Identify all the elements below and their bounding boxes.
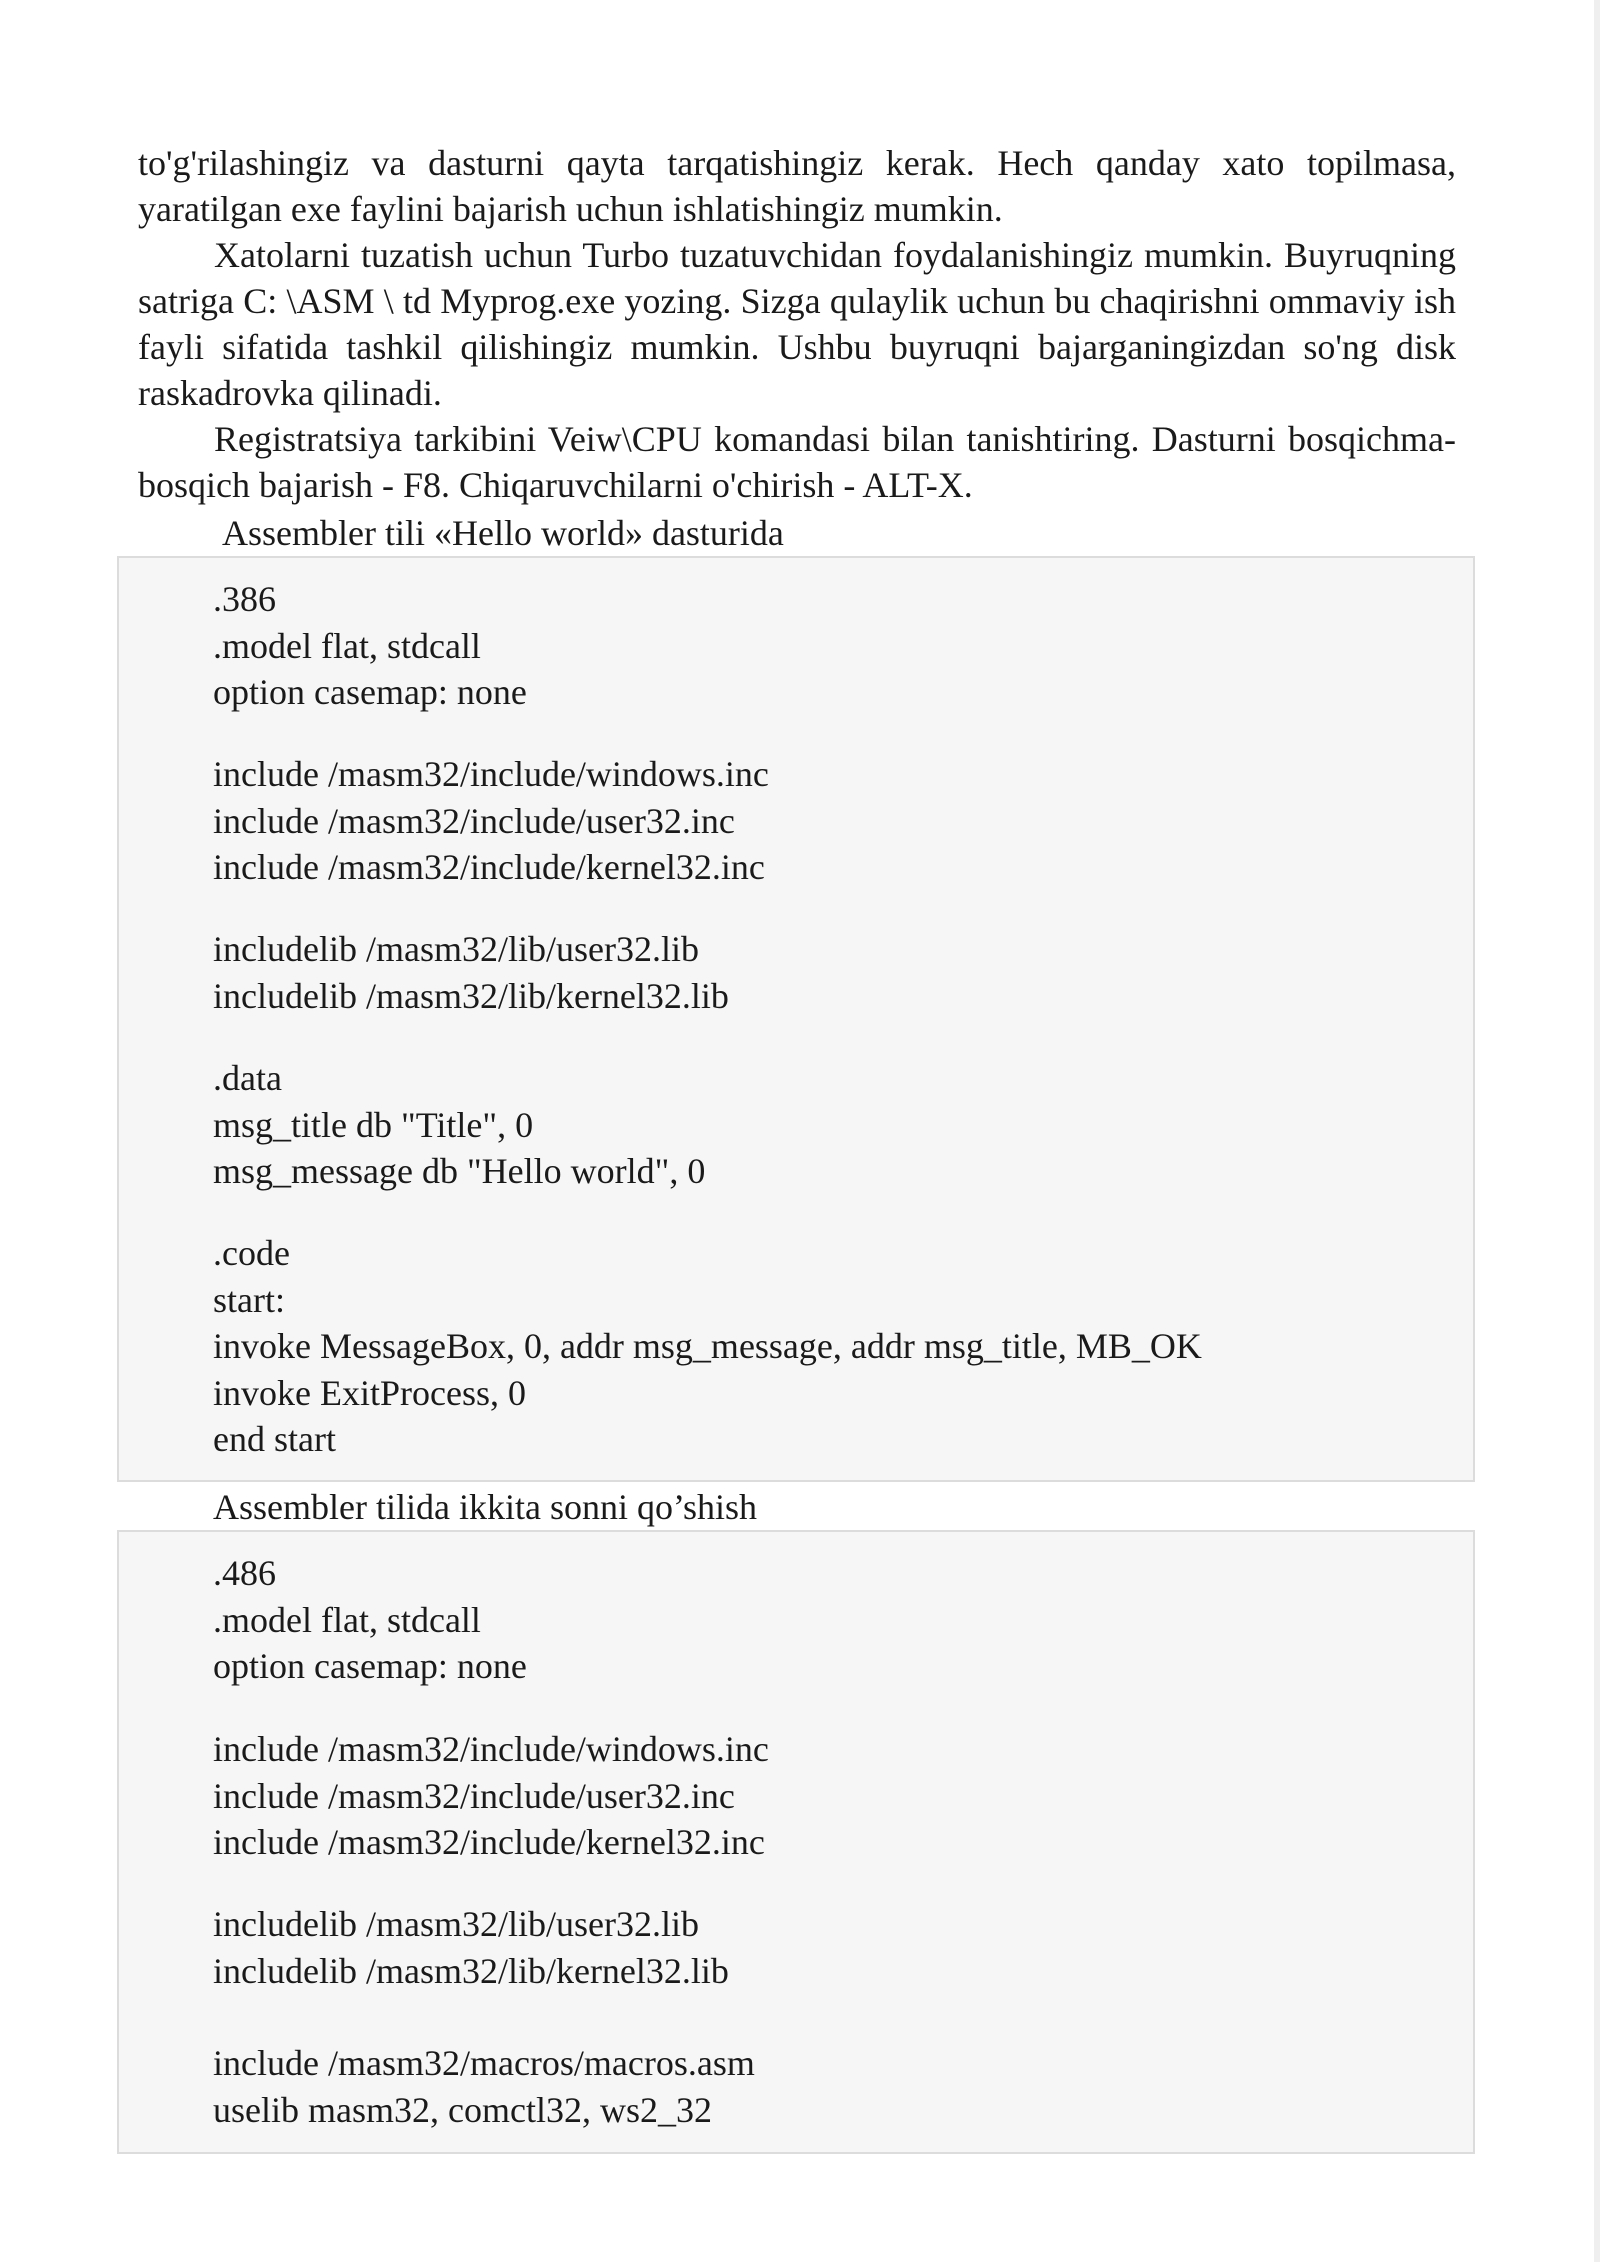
code-line: include /masm32/macros/macros.asm [213,2043,755,2083]
code-line: includelib /masm32/lib/kernel32.lib [213,975,729,1016]
add-numbers-heading: Assembler tilida ikkita sonni qo’shish [213,1487,757,1527]
hello-world-code-group-2 [213,751,769,891]
code-line: option casemap: none [213,1646,527,1686]
add-numbers-code-group-1 [213,1550,527,1690]
add-numbers-code-group-4 [213,2040,755,2133]
code-line: end start [213,1419,336,1459]
hello-world-code-group-4 [213,1055,705,1195]
code-line: uselib masm32, comctl32, ws2_32 [213,2089,712,2130]
code-line: includelib /masm32/lib/kernel32.lib [213,1950,729,1991]
code-line: invoke ExitProcess, 0 [213,1372,526,1413]
code-line: invoke MessageBox, 0, addr msg_message, addr msg_title, MB_OK [213,1326,1202,1366]
hello-world-code-group-5 [213,1230,1202,1463]
code-line: include /masm32/include/windows.inc [213,1729,769,1769]
add-numbers-code-group-2 [213,1726,769,1866]
code-line: .data [213,1058,282,1098]
code-line: option casemap: none [213,672,527,712]
code-line: .code [213,1233,290,1273]
code-line: include /masm32/include/kernel32.inc [213,1822,765,1862]
code-line: .386 [213,579,276,619]
code-line: start: [213,1279,285,1320]
code-line: .model flat, stdcall [213,625,481,666]
body-text [138,140,1456,508]
hello-world-heading: Assembler tili «Hello world» dasturida [222,513,784,553]
code-line: .486 [213,1553,276,1593]
code-line: msg_title db "Title", 0 [213,1104,534,1145]
code-line: includelib /masm32/lib/user32.lib [213,929,699,969]
code-line: include /masm32/include/user32.inc [213,800,735,841]
paragraph-2: Xatolarni tuzatish uchun Turbo tuzatuvchidan foydalanishingiz mumkin. Buyruqning satriga C: \ASM \ td Myprog.exe yozing. Sizga qulaylik uchun bu chaqirishni ommaviy ish fayli sifatida tashkil qilishingiz mumkin. Ushbu buyruqni bajarganingizdan so'ng disk raskadrovka qilinadi. [138,235,1456,413]
code-line: includelib /masm32/lib/user32.lib [213,1904,699,1944]
hello-world-code-group-1 [213,576,527,716]
add-numbers-code-group-3 [213,1901,729,1994]
paragraph-1: to'g'rilashingiz va dasturni qayta tarqatishingiz kerak. Hech qanday xato topilmasa, yaratilgan exe faylini bajarish uchun ishlatishingiz mumkin. [138,143,1456,229]
code-line: include /masm32/include/windows.inc [213,754,769,794]
page-edge [1594,0,1600,2262]
code-line: include /masm32/include/kernel32.inc [213,847,765,887]
hello-world-code-group-3 [213,926,729,1019]
paragraph-3: Registratsiya tarkibini Veiw\CPU komandasi bilan tanishtiring. Dasturni bosqichma-bosqich bajarish - F8. Chiqaruvchilarni o'chirish - ALT-X. [138,419,1456,505]
code-line: msg_message db "Hello world", 0 [213,1151,706,1191]
code-line: include /masm32/include/user32.inc [213,1775,735,1816]
code-line: .model flat, stdcall [213,1599,481,1640]
